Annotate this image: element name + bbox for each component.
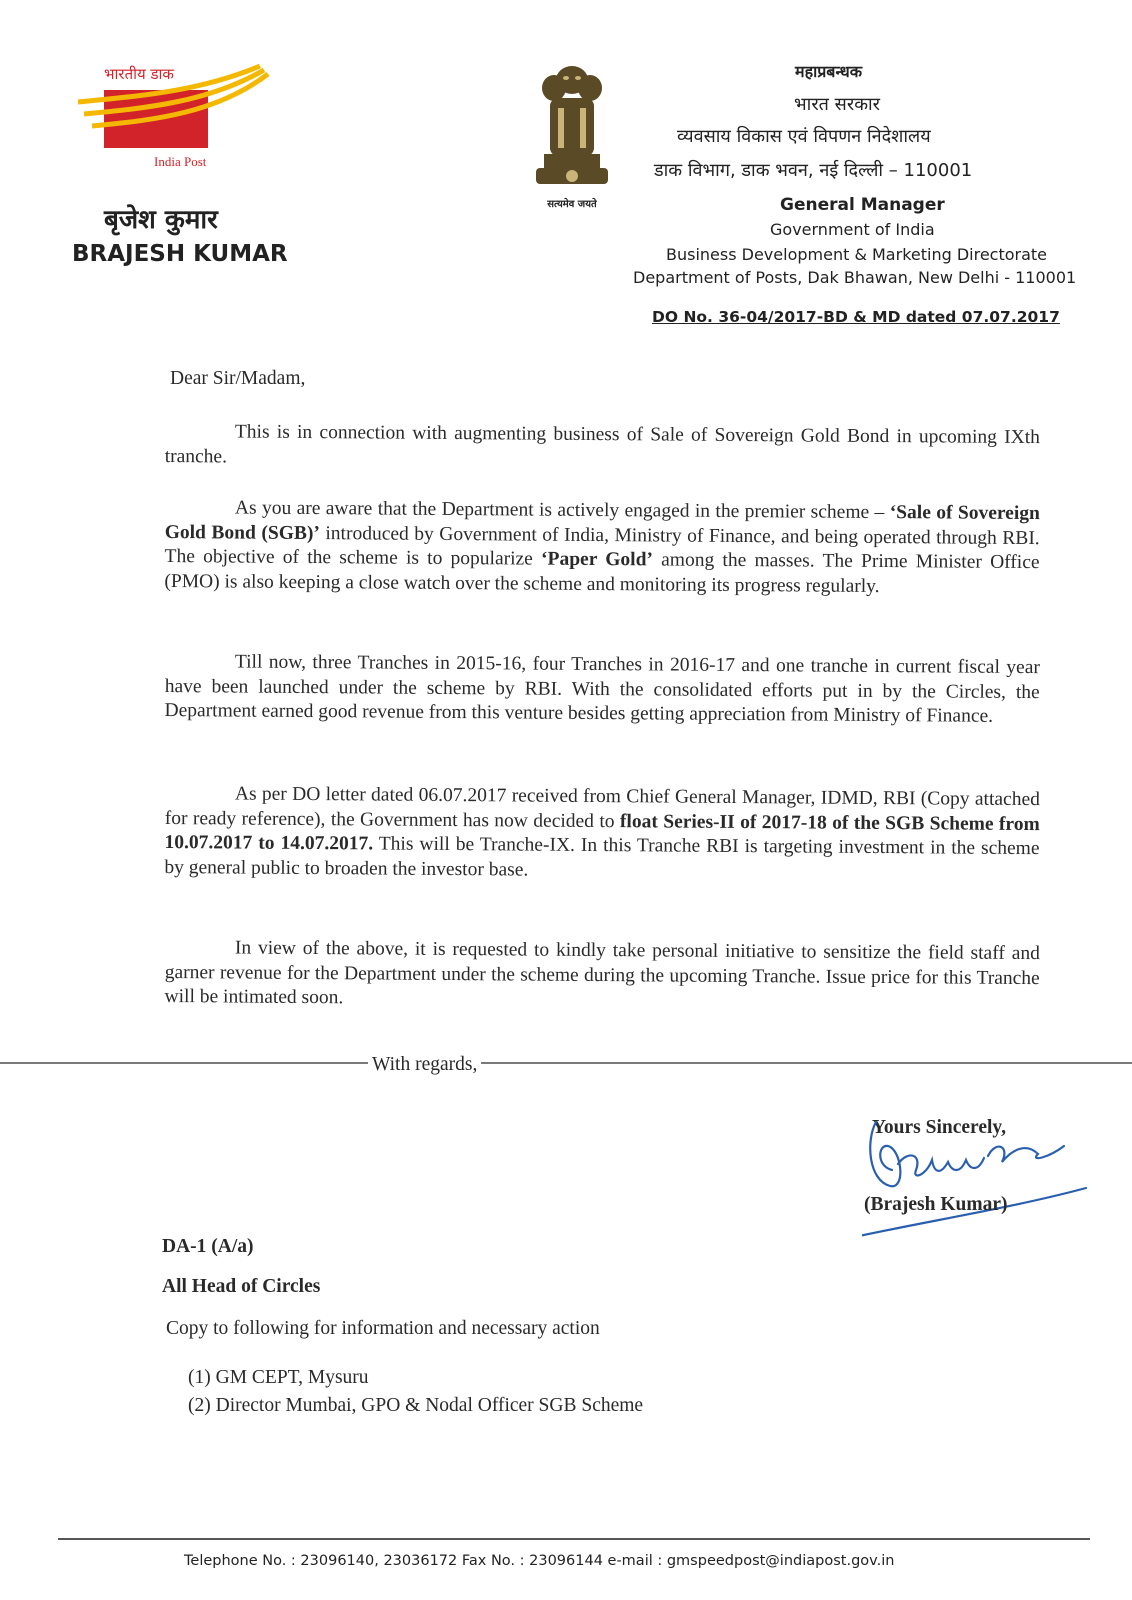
hindi-directorate-line: व्यवसाय विकास एवं विपणन निदेशालय [677,126,931,147]
hindi-designation: महाप्रबन्धक [795,62,863,81]
addressee: All Head of Circles [162,1276,321,1297]
state-emblem [522,58,622,210]
footer-contact: Telephone No. : 23096140, 23036172 Fax No. : 23096144 e-mail : gmspeedpost@indiapost.gov.in [184,1553,895,1569]
english-designation: General Manager [780,195,945,215]
paragraph-2-text: introduced by Government of India, Ministry of Finance, and being operated through RBI. The objective of the scheme is to popularize [164,522,1040,570]
paragraph-5: In view of the above, it is requested to kindly take personal initiative to sensitize the field staff and garner revenue for the Department under the scheme during the upcoming Tranche. Issue price for this Tranche will be intimated soon. [164,937,1040,1009]
logo-english-text: India Post [154,154,207,169]
paragraph-2-text: As you are aware that the Department is actively engaged in the premier scheme – [234,497,885,524]
english-directorate-line: Business Development & Marketing Directorate [666,245,1048,264]
handwritten-signature [862,1110,1102,1250]
english-address-line: Department of Posts, Dak Bhawan, New Delhi - 110001 [633,268,1077,287]
paper-gold-term: ‘Paper Gold’ [541,548,654,571]
english-govt-line: Government of India [770,220,935,239]
paragraph-1: This is in connection with augmenting business of Sale of Sovereign Gold Bond in upcoming IXth tranche. [164,421,1040,467]
paragraph-4-text: As per DO letter dated 06.07.2017 received from Chief General Manager, IDMD, RBI (Copy attached for ready reference), the Government has now decided to [164,783,1040,832]
hindi-govt-line: भारत सरकार [794,94,881,115]
closing: Yours Sincerely, [872,1117,1006,1138]
dispatch-code: DA-1 (A/a) [162,1236,254,1257]
officer-name-english: BRAJESH KUMAR [72,241,288,267]
officer-name-hindi: बृजेश कुमार [104,205,218,235]
copy-to-intro: Copy to following for information and necessary action [166,1318,600,1339]
series-dates: float Series-II of 2017-18 of the SGB Scheme from 10.07.2017 to 14.07.2017. [164,810,1040,855]
emblem-motto: सत्यमेव जयते [547,199,597,210]
do-reference: DO No. 36-04/2017-BD & MD dated 07.07.2017 [652,308,1060,326]
scheme-name: ‘Sale of Sovereign Gold Bond (SGB)’ [164,502,1040,544]
salutation: Dear Sir/Madam, [170,368,306,389]
paragraph-2 [164,496,1040,600]
paragraph-4-text: This will be Tranche-IX. In this Tranche RBI is targeting investment in the scheme by general public to broaden the investor base. [164,833,1040,881]
paragraph-2-text: among the masses. The Prime Minister Office (PMO) is also keeping a close watch over the scheme and monitoring its progress regularly. [164,549,1040,597]
paragraph-3: Till now, three Tranches in 2015-16, four Tranches in 2016-17 and one tranche in current fiscal year have been launched under the scheme by RBI. With the consolidated efforts put in by the Circles, the Department earned good revenue from this venture besides getting appreciation from Ministry of Finance. [164,651,1040,727]
scan-fold-line [0,1062,1132,1064]
paragraph-4 [164,782,1040,886]
copy-recipient: (1) GM CEPT, Mysuru [188,1367,369,1388]
logo-hindi-text: भारतीय डाक [104,65,174,83]
india-post-logo [78,62,278,180]
footer-divider [58,1538,1090,1540]
signer-name: (Brajesh Kumar) [864,1194,1008,1215]
hindi-address-line: डाक विभाग, डाक भवन, नई दिल्ली – 110001 [654,160,973,181]
copy-recipient: (2) Director Mumbai, GPO & Nodal Officer SGB Scheme [188,1395,644,1416]
state-emblem-icon [522,58,622,194]
regards: With regards, [368,1054,481,1076]
